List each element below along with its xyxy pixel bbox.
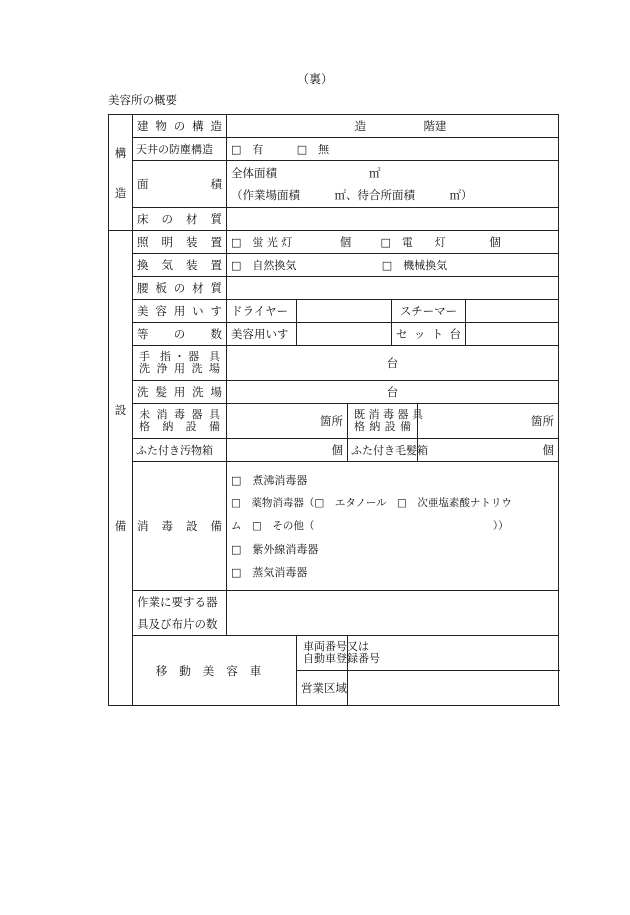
lighting-field[interactable]: □ 蛍 光 灯 個 □ 電 灯 個 (227, 231, 559, 254)
beauty-chair-field[interactable] (297, 323, 392, 346)
chair-count-label-1: 美容用いす (133, 300, 227, 323)
mobile-salon-label: 移動美容車 (133, 636, 297, 706)
steamer-label: スチーマー (392, 300, 466, 323)
page-side-label: （裏） (296, 72, 333, 86)
steril-option-boiling[interactable]: □ 煮沸消毒器 (231, 473, 308, 487)
steril-option-chemical[interactable]: □ 薬物消毒器（□ エタノール □ 次亜塩素酸ナトリウ (231, 496, 512, 509)
handwash-field[interactable]: 台 (227, 346, 559, 381)
area-label: 面 積 (133, 161, 227, 208)
steamer-field[interactable] (466, 300, 559, 323)
business-area-field[interactable] (348, 671, 559, 706)
category-structure: 構 造 (109, 115, 133, 231)
hairwash-field[interactable]: 台 (227, 381, 559, 404)
vehicle-number-label: 車両番号又は 自動車登録番号 (297, 636, 348, 671)
hair-box-label: ふた付き毛髪箱 (348, 439, 418, 462)
ceiling-label: 天井の防塵構造 (133, 138, 227, 161)
hair-box-field[interactable]: 個 (418, 439, 559, 462)
floor-material-field[interactable] (227, 208, 559, 231)
set-stand-field[interactable] (466, 323, 559, 346)
undisinfected-storage-field[interactable]: 箇所 (227, 404, 348, 439)
lighting-label: 照明装置 (133, 231, 227, 254)
beauty-chair-label: 美容用いす (227, 323, 297, 346)
waist-board-field[interactable] (227, 277, 559, 300)
steril-option-uv[interactable]: □ 紫外線消毒器 (231, 542, 319, 556)
ceiling-field[interactable] (227, 138, 559, 161)
sterilizer-label: 消毒設備 (133, 462, 227, 591)
salon-overview-table (108, 114, 559, 706)
dryer-field[interactable] (297, 300, 392, 323)
tools-count-field[interactable] (227, 591, 559, 636)
dryer-label: ドライヤー (227, 300, 297, 323)
waist-board-label: 腰板の材質 (133, 277, 227, 300)
steril-option-other[interactable]: ム □ その他（ ）） (231, 519, 509, 532)
ventilation-label: 換気装置 (133, 254, 227, 277)
section-title: 美容所の概要 (108, 93, 177, 107)
undisinfected-storage-label: 未 消 毒 器 具 格 納 設 備 (133, 404, 227, 439)
sterilizer-field[interactable] (227, 462, 559, 591)
set-stand-label: セット台 (392, 323, 466, 346)
waste-box-label: ふた付き汚物箱 (133, 439, 227, 462)
area-field[interactable]: 全体面積 ㎡ （作業場面積 ㎡、待合所面積 ㎡） (227, 161, 559, 208)
building-structure-label: 建物の構造 (133, 115, 227, 138)
handwash-label: 手 指・器 具 洗 浄 用 洗 場 (133, 346, 227, 381)
category-equipment: 設 備 (109, 231, 133, 706)
ceiling-option-yes[interactable]: □ 有 (231, 143, 264, 156)
business-area-label: 営業区域 (297, 671, 348, 706)
floor-material-label: 床の材質 (133, 208, 227, 231)
tools-count-label: 作業に要する器 具及び布片の数 (133, 591, 227, 636)
hairwash-label: 洗髪用洗場 (133, 381, 227, 404)
ceiling-option-no[interactable]: □ 無 (296, 143, 330, 156)
waste-box-field[interactable]: 個 (227, 439, 348, 462)
steril-option-steam[interactable]: □ 蒸気消毒器 (231, 565, 308, 579)
chair-count-label-2: 等 の 数 (133, 323, 227, 346)
building-structure-field[interactable]: 造 階建 (227, 115, 559, 138)
disinfected-storage-field[interactable]: 箇所 (418, 404, 559, 439)
ventilation-field[interactable]: □ 自然換気 □ 機械換気 (227, 254, 559, 277)
disinfected-storage-label: 既 消 毒 器 具 格 納 設 備 (348, 404, 418, 439)
